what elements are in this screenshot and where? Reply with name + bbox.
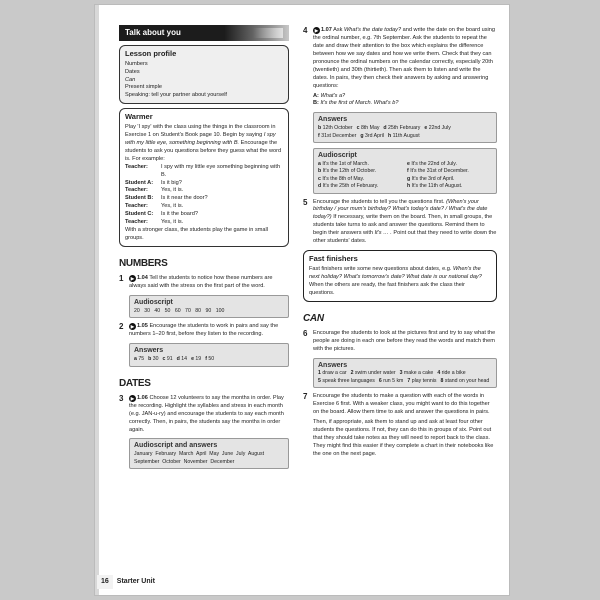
warmer-dialogue — [125, 164, 283, 228]
section-banner — [119, 25, 289, 41]
audioscript-box — [313, 148, 497, 193]
exercise-7 — [303, 393, 497, 459]
exercise-5-text-1: Encourage the students to tell you the questions first. — [313, 198, 445, 205]
exercise-number: 6 — [303, 328, 308, 338]
dialogue-speaker: Teacher: — [125, 163, 148, 170]
dialogue-speaker: Student A: — [125, 179, 154, 186]
lesson-profile-box — [119, 45, 289, 104]
audio-line: h It's the 11th of August. — [407, 183, 463, 190]
textbook-page — [94, 4, 510, 596]
answer-item: 3 make a cake — [399, 370, 434, 377]
answer-item: 4 ride a bike — [437, 370, 466, 377]
answers-title: Answers — [134, 347, 164, 355]
exercise-4 — [303, 27, 497, 108]
dialogue-speaker: Student C: — [125, 211, 154, 218]
exercise-text — [129, 395, 289, 435]
exercise-3-text: Choose 12 volunteers to say the months in order. Play the recording. Highlight the syllables and stress in each month (e.g. JAN-u-ry) and encourage the students to say each month correctly. Then, in pairs, the students say the months in order again. — [129, 394, 284, 433]
lesson-profile-title: Lesson profile — [125, 49, 177, 58]
answers-box — [313, 112, 497, 143]
exercise-text — [129, 323, 289, 339]
dialogue-line: Is it near the door? — [161, 195, 208, 202]
play-icon: ▶ — [130, 276, 135, 282]
dates-heading: DATES — [119, 377, 151, 389]
track-number: 1.06 — [137, 394, 148, 401]
exercise-4-question: What's the date today? — [344, 27, 402, 33]
warmer-intro-1: Play 'I spy' with the class using the things in the classroom in Exercise 1 on Student's Book page 10. Begin by saying — [125, 123, 276, 138]
banner-title: Talk about you — [125, 28, 181, 38]
answer-item: 1 draw a car — [318, 370, 347, 377]
answer-item: e 22nd July — [424, 125, 451, 132]
dialogue-line: Is it big? — [161, 179, 182, 186]
answers-row — [134, 356, 284, 363]
audioscript-answers-box — [129, 438, 289, 469]
dialogue-speaker: Teacher: — [125, 219, 148, 226]
dialogue-line: Yes, it is. — [161, 203, 184, 210]
audioscript-columns — [318, 161, 492, 191]
audioscript-box — [129, 295, 289, 318]
audio-line: a It's the 1st of March. — [318, 161, 369, 167]
track-number: 1.05 — [137, 323, 148, 330]
numbers-heading: NUMBERS — [119, 258, 168, 270]
answer-item: f 31st December — [318, 132, 357, 139]
exercise-number: 1 — [119, 274, 124, 284]
answer-item: c 8th May — [356, 125, 380, 132]
page-number: 16 — [97, 575, 113, 589]
audio-line: g It's the 3rd of April. — [407, 175, 455, 182]
answer-item: 8 stand on your head — [440, 377, 490, 384]
exercise-1 — [119, 275, 289, 291]
answer-item: 7 play tennis — [407, 377, 437, 384]
exercise-7-text-2: Then, if appropriate, ask them to stand up and ask at least four other students the questions. If not, they can do this in groups of six. Point out that they should take notes as they will need to report back to the class. They might find this easier if they complete a chart in their notebooks like the one on the next page. — [313, 419, 494, 457]
warmer-title: Warmer — [125, 112, 153, 122]
qa-line: A: What's a? — [313, 92, 346, 99]
dialogue-speaker: Teacher: — [125, 203, 148, 210]
exercise-number: 4 — [303, 26, 308, 35]
exercise-number: 5 — [303, 197, 308, 207]
exercise-4-pre: Ask — [333, 27, 343, 33]
answers-title: Answers — [318, 361, 348, 369]
left-column — [119, 25, 289, 474]
answers-row — [318, 125, 492, 140]
answer-item: g 3rd April — [360, 132, 385, 139]
exercise-2 — [119, 323, 289, 339]
play-icon: ▶ — [130, 324, 135, 330]
unit-label: Starter Unit — [116, 578, 155, 586]
warmer-box — [119, 108, 289, 247]
answers-box — [129, 343, 289, 366]
answer-item: e 19 — [191, 356, 202, 363]
audioscript-title: Audioscript — [134, 299, 173, 307]
answers-row — [318, 370, 492, 385]
audioscript-right — [407, 161, 492, 191]
audioscript-answers-title: Audioscript and answers — [134, 442, 218, 450]
qa-line: B: It's the first of March. What's b? — [313, 100, 399, 107]
audio-line: f It's the 31st of December. — [407, 168, 469, 175]
answer-item: 6 run 5 km — [378, 377, 404, 384]
play-icon: ▶ — [130, 395, 135, 401]
answer-item: d 14 — [176, 356, 188, 363]
exercise-3 — [119, 395, 289, 435]
audioscript-left — [318, 161, 403, 191]
exercise-5-questions: (When's your birthday / your mum's birthday? What's today's date? / What's the date today?) — [313, 198, 488, 221]
profile-item: Can — [125, 76, 136, 83]
exercise-5-text-3: Point out that they need to write down the other students' dates. — [313, 230, 497, 245]
answers-box — [313, 358, 497, 389]
answer-item: f 50 — [205, 356, 215, 363]
answer-item: a 75 — [134, 356, 145, 363]
exercise-number: 7 — [303, 392, 308, 402]
dialogue-line: Yes, it is. — [161, 187, 184, 194]
track-number: 1.07 — [321, 27, 332, 33]
profile-item: Numbers — [125, 60, 148, 67]
warmer-intro — [125, 124, 283, 164]
audio-line: d It's the 25th of February. — [318, 183, 379, 190]
track-badge[interactable] — [129, 323, 148, 329]
audioscript-numbers: 20 30 40 50 60 70 80 90 100 — [134, 308, 225, 315]
audioscript-title: Audioscript — [318, 152, 357, 160]
exercise-6 — [303, 330, 497, 354]
exercise-text — [313, 199, 497, 247]
answer-item: d 25th February — [383, 125, 421, 132]
answers-title: Answers — [318, 116, 348, 124]
months-list: January February March April May June July August September October November December — [134, 451, 267, 465]
play-icon: ▶ — [314, 28, 319, 33]
dialogue-line: Yes, it is. — [161, 219, 184, 226]
exercise-number: 2 — [119, 322, 124, 332]
exercise-5 — [303, 199, 497, 247]
exercise-2-text: Encourage the students to work in pairs and say the numbers 1–20 first, before they listen to the recording. — [129, 323, 279, 338]
answer-item: 2 swim under water — [350, 370, 396, 377]
exercise-5-text-2: If necessary, write them on the board. Then, in small groups, the students take turns to ask and answer the questions. Remind them to begin their answers with — [313, 214, 493, 237]
exercise-number: 3 — [119, 393, 124, 403]
answer-item: b 30 — [148, 356, 159, 363]
answer-item: h 11th August — [388, 132, 420, 139]
right-column — [303, 27, 497, 463]
exercise-4-text: and write the date on the board using the ordinal number, e.g. 7th September. Ask the students to repeat the date and draw their attention to the box which explains the difference between how we say dates and how we write them. Check that they can pronounce the ordinal numbers on the calendar correctly, especially 20th (twentieth) and 30th (thirtieth). Then ask them to listen and write the dates. In pairs, they then check their answers by asking and answering questions: — [313, 27, 496, 89]
track-badge[interactable] — [129, 275, 148, 281]
warmer-intro-3: Encourage the students to ask you questions before they guess what the word is. For example: — [125, 139, 282, 162]
page-footer — [95, 573, 510, 591]
banner-swoosh — [253, 28, 283, 38]
exercise-text — [313, 393, 497, 459]
answer-item: b 12th October — [318, 125, 353, 132]
fast-finishers-title: Fast finishers — [309, 254, 358, 264]
exercise-text — [313, 27, 497, 108]
track-number: 1.04 — [137, 275, 148, 282]
audio-line: c It's the 8th of May. — [318, 175, 365, 182]
exercise-1-text: Tell the students to notice how these numbers are always said with the stress on the first part of the word. — [129, 275, 273, 290]
dialogue-speaker: Student B: — [125, 195, 154, 202]
warmer-intro-2: I spy with my little eye, something beginning with B. — [125, 131, 276, 146]
answer-item: 5 speak three languages — [318, 377, 375, 384]
dialogue-speaker: Teacher: — [125, 187, 148, 194]
fast-finishers-box — [303, 250, 497, 301]
can-heading: CAN — [303, 312, 324, 324]
profile-item: Speaking: tell your partner about yourself — [125, 92, 227, 99]
exercise-5-its: It's … . — [374, 230, 392, 237]
answer-item: c 91 — [162, 356, 173, 363]
track-badge[interactable] — [313, 27, 332, 33]
exercise-7-text: Encourage the students to make a question with each of the words in Exercise 6 first. With a weaker class, you might want to do this together on the board. Allow them time to ask and answer the questions in pairs. — [313, 393, 490, 416]
dialogue-line: Is it the board? — [161, 211, 199, 218]
exercise-6-text: Encourage the students to look at the pictures first and try to say what the people are doing in each one before they read the words and match them with the pictures. — [313, 329, 496, 352]
audio-line: e It's the 22nd of July. — [407, 161, 457, 167]
profile-item: Present simple — [125, 84, 162, 91]
fast-finishers-text: Fast finishers write some new questions about dates, e.g. When's the next holiday? What's tomorrow's date? What date is our national day? When the others are ready, the fast finishers ask the class their questions. — [309, 265, 482, 296]
page-spine — [95, 5, 99, 596]
track-badge[interactable] — [129, 395, 148, 401]
profile-item: Dates — [125, 68, 140, 75]
warmer-outro: With a stronger class, the students play the game in small groups. — [125, 227, 269, 242]
audio-line: b It's the 12th of October. — [318, 168, 377, 175]
exercise-text — [129, 275, 289, 291]
dialogue-line: I spy with my little eye something beginning with B. — [161, 163, 281, 178]
